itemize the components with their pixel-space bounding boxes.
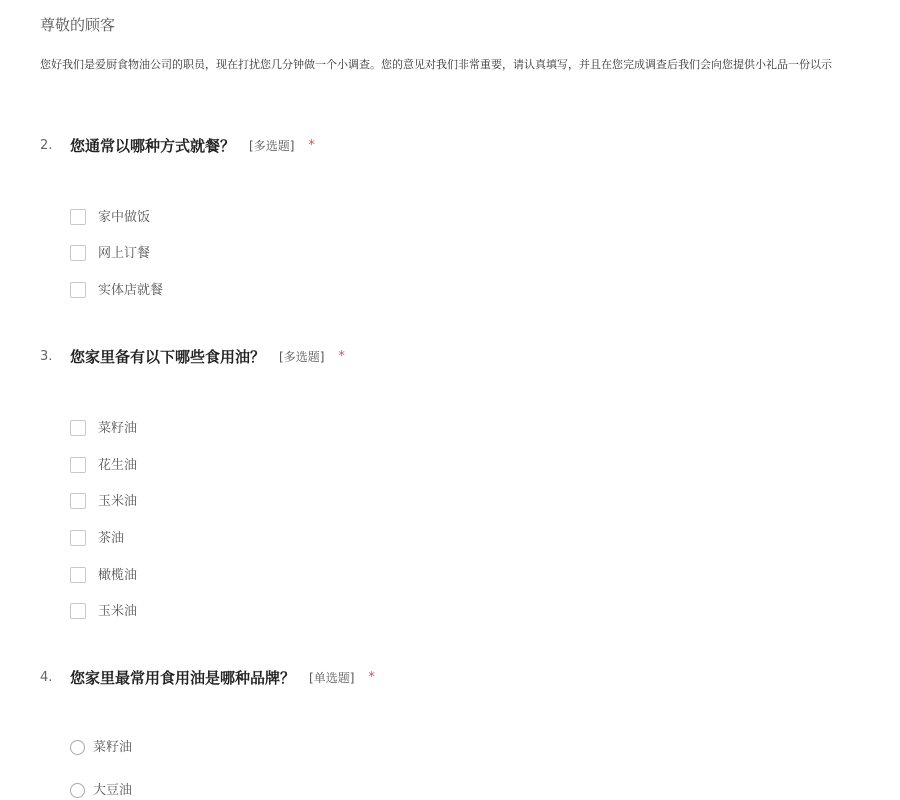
- checkbox-icon[interactable]: [70, 493, 86, 509]
- required-asterisk: *: [338, 349, 345, 364]
- option-label: 实体店就餐: [98, 283, 164, 298]
- question-type-label: [多选题]: [249, 139, 295, 153]
- question-2: [40, 135, 900, 298]
- question-header: [40, 346, 900, 368]
- question-title: 您家里备有以下哪些食用油？: [70, 348, 266, 366]
- question-header: [40, 667, 900, 689]
- question-3: [40, 346, 900, 619]
- checkbox-icon[interactable]: [70, 603, 86, 619]
- checkbox-icon[interactable]: [70, 420, 86, 436]
- question-type-label: [多选题]: [279, 350, 325, 364]
- option-label: 橄榄油: [98, 568, 138, 583]
- question-title: 您通常以哪种方式就餐？: [70, 137, 236, 155]
- checkbox-icon[interactable]: [70, 457, 86, 473]
- option-label: 菜籽油: [93, 740, 133, 755]
- required-asterisk: *: [308, 138, 315, 153]
- question-header: [40, 135, 900, 157]
- checkbox-icon[interactable]: [70, 245, 86, 261]
- option-label: 玉米油: [98, 494, 138, 509]
- required-asterisk: *: [368, 670, 375, 685]
- checkbox-icon[interactable]: [70, 282, 86, 298]
- question-4: [40, 667, 900, 798]
- checkbox-icon[interactable]: [70, 530, 86, 546]
- question-title: 您家里最常用食用油是哪种品牌？: [70, 669, 296, 687]
- option-label: 菜籽油: [98, 421, 138, 436]
- question-type-label: [单选题]: [309, 671, 355, 685]
- option-label: 大豆油: [93, 783, 133, 798]
- intro-text: 您好我们是爱厨食物油公司的职员，现在打扰您几分钟做一个小调查。您的意见对我们非常重要，请认真填写，并且在您完成调查后我们会向您提供小礼品一份以示: [40, 58, 832, 71]
- question-number: 3.: [40, 349, 53, 364]
- option-label: 家中做饭: [98, 210, 151, 225]
- checkbox-icon[interactable]: [70, 209, 86, 225]
- question-number: 4.: [40, 670, 53, 685]
- option-label: 网上订餐: [98, 246, 151, 261]
- option-label: 玉米油: [98, 604, 138, 619]
- option-label: 茶油: [98, 531, 125, 546]
- option-label: 花生油: [98, 458, 138, 473]
- question-number: 2.: [40, 138, 53, 153]
- checkbox-icon[interactable]: [70, 567, 86, 583]
- radio-icon[interactable]: [70, 783, 85, 798]
- greeting-heading: 尊敬的顾客: [40, 16, 116, 34]
- radio-icon[interactable]: [70, 740, 85, 755]
